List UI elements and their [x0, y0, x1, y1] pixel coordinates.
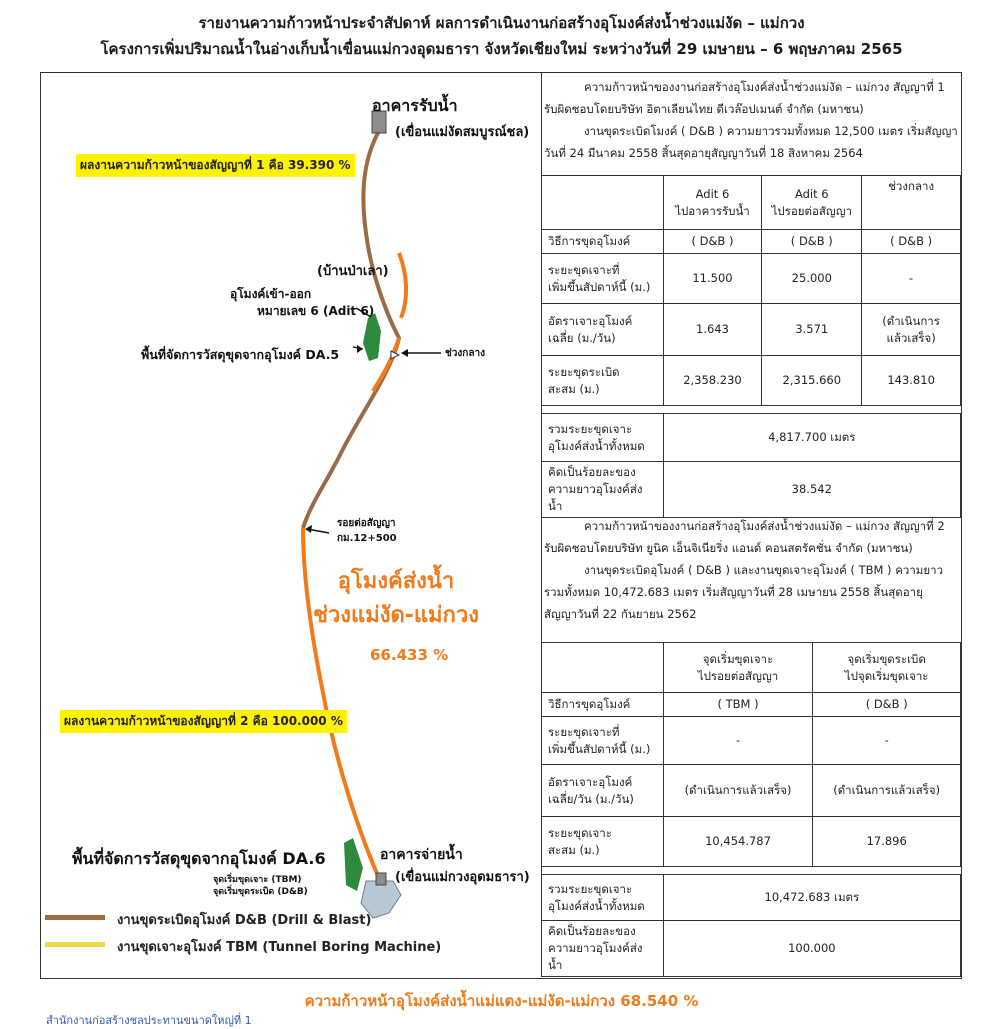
table-header-row: [542, 176, 961, 230]
table-cell: 3.571: [762, 304, 862, 356]
table-cell: (ดำเนินการแล้วเสร็จ): [663, 765, 813, 817]
contract2-progress: ผลงานความก้าวหน้าของสัญญาที่ 2 คือ 100.000 %: [60, 710, 347, 733]
percent-value: 100.000: [663, 921, 960, 977]
table-row: [542, 765, 961, 817]
table-cell: ( D&B ): [663, 230, 762, 254]
contract1-note-line: งานขุดระเบิดโมงค์ ( D&B ) ความยาวรวมทั้งหมด 12,500 เมตร เริ่มสัญญา: [584, 124, 958, 138]
contract2-note-line: ความก้าวหน้าของงานก่อสร้างอุโมงค์ส่งน้ำช่วงแม่งัด – แม่กวง สัญญาที่ 2: [584, 519, 945, 533]
contract2-note: [544, 515, 945, 625]
table-cell: 25.000: [762, 254, 862, 304]
village-name: (บ้านป่าเลา): [317, 264, 389, 279]
table-row: [542, 254, 961, 304]
row-label: ระยะขุดเจาะที่ เพิ่มขึ้นสัปดาห์นี้ (ม.): [542, 717, 664, 765]
contract1-note-line: วันที่ 24 มีนาคม 2558 สิ้นสุดอายุสัญญาวันที่ 18 สิงหาคม 2564: [544, 146, 863, 160]
adit-label-line1: อุโมงค์เข้า-ออก: [230, 287, 312, 301]
row-label: ระยะขุดเจาะ สะสม (ม.): [542, 817, 664, 867]
percent-value: 38.542: [663, 462, 960, 518]
table-header-row: [542, 643, 961, 693]
tunnel-title: [313, 565, 479, 633]
contract1-note: [544, 76, 958, 164]
report-header: [0, 10, 1003, 62]
table-cell: 2,315.660: [762, 356, 862, 406]
tunnel-route-upper: [303, 131, 399, 528]
outlet-name: อาคารจ่ายน้ำ: [380, 847, 463, 863]
table-cell: (ดำเนินการแล้วเสร็จ): [813, 765, 961, 817]
total-row: [542, 414, 961, 462]
contract2-note-line: งานขุดระเบิดอุโมงค์ ( D&B ) และงานขุดเจาะอุโมงค์ ( TBM ) ความยาว: [584, 563, 944, 577]
tunnel-title-line2: ช่วงแม่งัด-แม่กวง: [313, 603, 479, 628]
contract2-note-line: รวมทั้งหมด 10,472.683 เมตร เริ่มสัญญาวันที่ 28 เมษายน 2558 สิ้นสุดอายุ: [544, 585, 923, 599]
total-value: 4,817.700 เมตร: [663, 414, 960, 462]
tunnel-title-line1: อุโมงค์ส่งน้ำ: [337, 569, 455, 594]
row-label: คิดเป็นร้อยละของ ความยาวอุโมงค์ส่งน้ำ: [542, 921, 664, 977]
tunnel-percent: 66.433 %: [370, 646, 449, 664]
middle-section-label: ช่วงกลาง: [445, 348, 485, 359]
table-cell: 10,454.787: [663, 817, 813, 867]
contract2-table: [541, 642, 961, 977]
table-row: [542, 230, 961, 254]
percent-row: [542, 921, 961, 977]
table-cell: -: [663, 717, 813, 765]
table-cell: 2,358.230: [663, 356, 762, 406]
legend-db-swatch: [45, 915, 105, 920]
table-cell: ( D&B ): [813, 693, 961, 717]
report-subtitle: โครงการเพิ่มปริมาณน้ำในอ่างเก็บน้ำเขื่อนแม่กวงอุดมธารา จังหวัดเชียงใหม่ ระหว่างวันที่ 29 เมษายน – 6 พฤษภาคม 2565: [100, 40, 903, 58]
intake-dam-name: (เขื่อนแม่งัดสมบูรณ์ชล): [395, 125, 530, 140]
da6-label: พื้นที่จัดการวัสดุขุดจากอุโมงค์ DA.6: [72, 849, 326, 868]
adit-label-line2: หมายเลข 6 (Adit 6): [257, 304, 375, 318]
row-label: ระยะขุดเจาะที่ เพิ่มขึ้นสัปดาห์นี้ (ม.): [542, 254, 664, 304]
row-label: ระยะขุดระเบิด สะสม (ม.): [542, 356, 664, 406]
table-row: [542, 717, 961, 765]
tunnel-map: [41, 73, 541, 977]
table-cell: ( D&B ): [862, 230, 961, 254]
row-label: วิธีการขุดอุโมงค์: [542, 693, 664, 717]
table-cell: 1.643: [663, 304, 762, 356]
row-label: รวมระยะขุดเจาะ อุโมงค์ส่งน้ำทั้งหมด: [542, 875, 664, 921]
junction-label-line1: รอยต่อสัญญา: [337, 518, 396, 529]
contract1-note-line: ความก้าวหน้าของงานก่อสร้างอุโมงค์ส่งน้ำช่วงแม่งัด – แม่กวง สัญญาที่ 1: [584, 80, 945, 94]
table-cell: -: [862, 254, 961, 304]
table-cell: 17.896: [813, 817, 961, 867]
percent-row: [542, 462, 961, 518]
da5-label: พื้นที่จัดการวัสดุขุดจากอุโมงค์ DA.5: [141, 347, 340, 362]
db-start-label: จุดเริ่มขุดระเบิด (D&B): [213, 887, 308, 897]
legend-tbm-label: งานขุดเจาะอุโมงค์ TBM (Tunnel Boring Machine): [117, 940, 442, 955]
table-cell: ( D&B ): [762, 230, 862, 254]
total-value: 10,472.683 เมตร: [663, 875, 960, 921]
junction-label-line2: กม.12+500: [337, 533, 397, 544]
table-row: [542, 304, 961, 356]
column-header: ช่วงกลาง: [862, 176, 961, 230]
table-row: [542, 693, 961, 717]
table-cell: 143.810: [862, 356, 961, 406]
table-row: [542, 817, 961, 867]
table-cell: -: [813, 717, 961, 765]
header-blank-cell: [542, 643, 664, 693]
outlet-dam-name: (เขื่อนแม่กวงอุดมธารา): [395, 870, 530, 885]
column-header: จุดเริ่มขุดเจาะ ไปรอยต่อสัญญา: [663, 643, 813, 693]
row-label: อัตราเจาะอุโมงค์ เฉลี่ย (ม./วัน): [542, 304, 664, 356]
contract1-table: [541, 175, 961, 518]
contract1-progress: ผลงานความก้าวหน้าของสัญญาที่ 1 คือ 39.390 %: [76, 154, 355, 177]
row-label: รวมระยะขุดเจาะ อุโมงค์ส่งน้ำทั้งหมด: [542, 414, 664, 462]
row-label: คิดเป็นร้อยละของ ความยาวอุโมงค์ส่งน้ำ: [542, 462, 664, 518]
intake-name: อาคารรับน้ำ: [372, 96, 458, 115]
table-cell: (ดำเนินการ แล้วเสร็จ): [862, 304, 961, 356]
total-row: [542, 875, 961, 921]
office-name: สำนักงานก่อสร้างชลประทานขนาดใหญ่ที่ 1: [46, 1014, 252, 1027]
header-blank-cell: [542, 176, 664, 230]
da6-area-icon: [344, 838, 363, 891]
total-progress: ความก้าวหน้าอุโมงค์ส่งน้ำแม่แตง-แม่งัด-แม่กวง 68.540 %: [304, 992, 699, 1010]
tunnel-route-orange-a: [399, 253, 406, 318]
table-cell: ( TBM ): [663, 693, 813, 717]
report-title: รายงานความก้าวหน้าประจำสัปดาห์ ผลการดำเนินงานก่อสร้างอุโมงค์ส่งน้ำช่วงแม่งัด – แม่กวง: [198, 14, 805, 32]
contract1-note-line: รับผิดชอบโดยบริษัท อิตาเลียนไทย ดีเวล๊อปเมนต์ จำกัด (มหาชน): [544, 102, 864, 116]
legend-db-label: งานขุดระเบิดอุโมงค์ D&B (Drill & Blast): [117, 913, 372, 928]
table-row: [542, 356, 961, 406]
contract2-note-line: สัญญาวันที่ 22 กันยายน 2562: [544, 607, 697, 621]
legend-tbm-swatch: [45, 942, 105, 947]
column-header: Adit 6 ไปอาคารรับน้ำ: [663, 176, 762, 230]
contract2-note-line: รับผิดชอบโดยบริษัท ยูนิค เอ็นจิเนียริ่ง แอนด์ คอนสตรัคชั่น จำกัด (มหาชน): [544, 541, 913, 555]
tbm-start-label: จุดเริ่มขุดเจาะ (TBM): [213, 875, 302, 885]
row-label: วิธีการขุดอุโมงค์: [542, 230, 664, 254]
table-cell: 11.500: [663, 254, 762, 304]
column-header: จุดเริ่มขุดระเบิด ไปจุดเริ่มขุดเจาะ: [813, 643, 961, 693]
column-header: Adit 6 ไปรอยต่อสัญญา: [762, 176, 862, 230]
row-label: อัตราเจาะอุโมงค์ เฉลี่ย/วัน (ม./วัน): [542, 765, 664, 817]
